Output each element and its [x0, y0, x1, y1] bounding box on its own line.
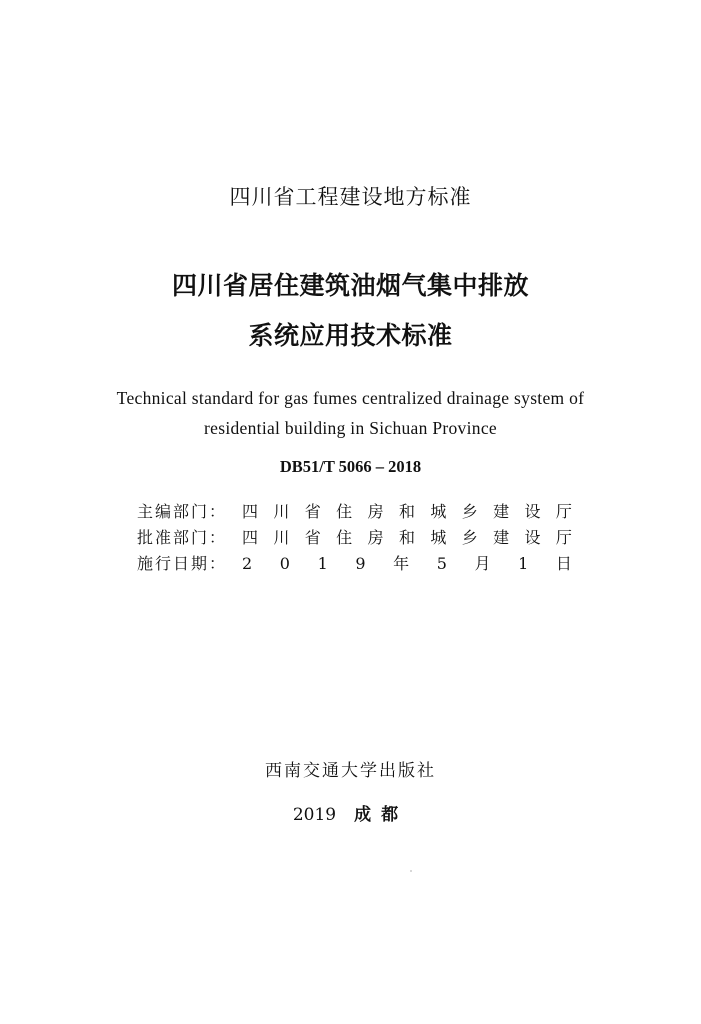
value-char: 住 — [336, 502, 353, 521]
value-char: 省 — [304, 528, 321, 547]
value-char: 四 — [242, 502, 259, 521]
date-char: 1 — [317, 554, 328, 573]
scan-speck — [410, 870, 412, 872]
value-char: 乡 — [461, 528, 478, 547]
editor-department-label: 主编部门： — [137, 502, 228, 521]
date-char: 日 — [555, 554, 572, 573]
value-char: 厅 — [555, 528, 572, 547]
date-char: 5 — [436, 554, 447, 573]
value-char: 房 — [367, 528, 384, 547]
approval-department-label: 批准部门： — [137, 528, 228, 547]
publication-year-city — [0, 803, 701, 827]
date-char: 2 — [242, 554, 253, 573]
standard-code: DB51/T 5066 – 2018 — [279, 457, 422, 476]
value-char: 和 — [398, 528, 415, 547]
date-char: 1 — [518, 554, 529, 573]
date-char: 0 — [279, 554, 290, 573]
editor-department-value — [242, 501, 572, 523]
value-char: 乡 — [461, 502, 478, 521]
value-char: 设 — [524, 528, 541, 547]
value-char: 城 — [430, 502, 447, 521]
publisher-name: 西南交通大学出版社 — [265, 761, 436, 781]
value-char: 四 — [242, 528, 259, 547]
value-char: 住 — [336, 528, 353, 547]
value-char: 建 — [493, 502, 510, 521]
date-char: 月 — [474, 554, 491, 573]
series-title: 四川省工程建设地方标准 — [229, 185, 472, 209]
document-title-line-2: 系统应用技术标准 — [248, 321, 453, 350]
value-char: 川 — [273, 528, 290, 547]
effective-date-label: 施行日期： — [137, 554, 228, 573]
english-title-line-2: residential building in Sichuan Province — [204, 418, 497, 438]
publication-city: 成都 — [354, 805, 409, 825]
english-title-line-1: Technical standard for gas fumes centralized drainage system of — [116, 388, 585, 408]
publication-year: 2019 — [292, 805, 337, 825]
date-char: 年 — [393, 554, 410, 573]
value-char: 设 — [524, 502, 541, 521]
effective-date-value — [242, 553, 572, 575]
value-char: 川 — [273, 502, 290, 521]
value-char: 和 — [398, 502, 415, 521]
value-char: 厅 — [555, 502, 572, 521]
document-title-line-1: 四川省居住建筑油烟气集中排放 — [171, 271, 529, 300]
value-char: 省 — [304, 502, 321, 521]
approval-department-value — [242, 527, 572, 549]
date-char: 9 — [355, 554, 366, 573]
value-char: 房 — [367, 502, 384, 521]
value-char: 城 — [430, 528, 447, 547]
value-char: 建 — [493, 528, 510, 547]
